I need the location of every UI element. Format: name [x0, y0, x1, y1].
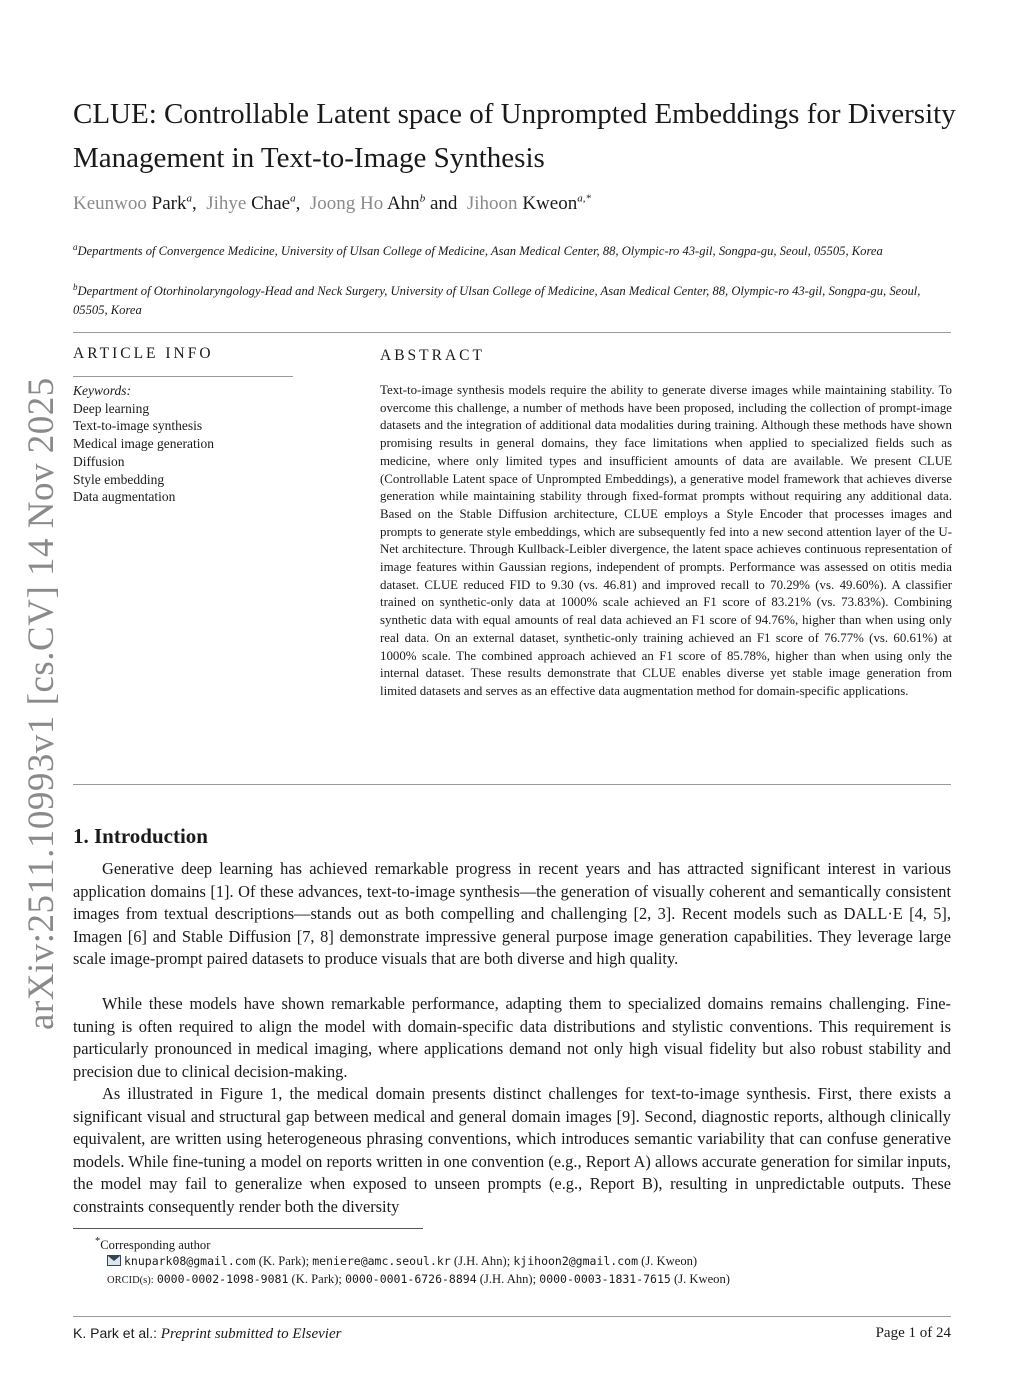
abstract-heading: ABSTRACT: [380, 347, 485, 364]
author: Joong Ho Ahn$^b$ and: [309, 193, 458, 215]
email-link[interactable]: kjihoon2@gmail.com: [513, 1254, 638, 1268]
paragraph: Generative deep learning has achieved remarkable progress in recent years and has attracted significant interest in various application domains [1]. Of these advances, text-to-image synthesis—the generation of visually coherent and semantically consistent images from textual descriptions—stands out as both compelling and challenging [2, 3]. Recent models such as DALL·E [4, 5], Imagen [6] and Stable Diffusion [7, 8] demonstrate impressive general purpose image generation capabilities. They leverage large scale image-prompt paired datasets to produce visuals that are both diverse and high quality.: [73, 859, 951, 969]
email-link[interactable]: meniere@amc.seoul.kr: [312, 1254, 451, 1268]
keyword: Diffusion: [73, 453, 125, 469]
keyword: Text-to-image synthesis: [73, 418, 203, 434]
footnote-emails: knupark08@gmail.com (K. Park); meniere@amc.seoul.kr (J.H. Ahn); kjihoon2@gmail.com (J. Kweon): [107, 1252, 697, 1270]
email-link[interactable]: knupark08@gmail.com: [124, 1254, 256, 1268]
section-heading: 1. Introduction: [73, 824, 208, 848]
footnote-orcids: ORCID(s): 0000-0002-1098-9081 (K. Park); 0000-0001-6726-8894 (J.H. Ahn); 0000-0003-1831-7615 (J. Kweon): [107, 1272, 730, 1286]
author-list: [73, 193, 591, 215]
affiliation-b: $^b$Department of Otorhinolaryngology-Head and Neck Surgery, University of Ulsan College of Medicine, Asan Medical Center, 88, Olympic-ro 43-gil, Songpa-gu, Seoul, 05505, Korea: [73, 282, 921, 318]
divider: [73, 332, 951, 333]
paper-title: CLUE: Controllable Latent space of Unprompted Embeddings for Diversity Management in Text-to-Image Synthesis: [73, 98, 956, 174]
divider: [73, 1316, 951, 1317]
envelope-icon: [107, 1255, 121, 1266]
affiliation-a: $^a$Departments of Convergence Medicine, University of Ulsan College of Medicine, Asan Medical Center, 88, Olympic-ro 43-gil, Songpa-gu, Seoul, 05505, Korea: [73, 242, 883, 259]
author: Jihye Chae$^a$,: [206, 193, 301, 215]
paragraph: While these models have shown remarkable performance, adapting them to specialized domains remains challenging. Fine-tuning is often required to align the model with domain-specific data distributions and stylistic conventions. This requirement is particularly pronounced in medical imaging, where applications demand not only high visual fidelity but also robust stability and precision due to clinical decision-making.: [73, 994, 951, 1081]
orcid-id[interactable]: 0000-0001-6726-8894: [345, 1272, 477, 1286]
orcid-id[interactable]: 0000-0002-1098-9081: [156, 1272, 289, 1286]
footnote-corresponding: *Corresponding author: [95, 1236, 211, 1253]
footnote-rule: [73, 1228, 423, 1229]
keyword: Style embedding: [73, 471, 165, 487]
divider: [73, 376, 293, 377]
keyword: Deep learning: [73, 400, 150, 416]
orcid-id[interactable]: 0000-0003-1831-7615: [539, 1272, 671, 1286]
page-number: Page 1 of 24: [875, 1325, 951, 1341]
keyword: Medical image generation: [73, 436, 214, 452]
keywords-block: [73, 382, 214, 506]
author: Jihoon Kweon$^{a,*}$: [466, 193, 591, 215]
divider: [73, 784, 951, 785]
keyword: Data augmentation: [73, 489, 176, 505]
author: Keunwoo Park$^a$,: [73, 193, 197, 215]
footer-left: K. Park et al.: Preprint submitted to Elsevier: [73, 1325, 342, 1342]
paragraph: As illustrated in Figure 1, the medical domain presents distinct challenges for text-to-image synthesis. First, there exists a significant visual and structural gap between medical and general domain images [9]. Second, diagnostic reports, although clinically equivalent, are written using heterogeneous phrasing conventions, which introduces semantic variability that can confuse generative models. While fine-tuning a model on reports written in one convention (e.g., Report A) allows accurate generation for similar inputs, the model may fail to generalize when exposed to unseen prompts (e.g., Report B), resulting in unpredictable outputs. These constraints consequently render both the diversity: [73, 1084, 951, 1216]
abstract-text: Text-to-image synthesis models require the ability to generate diverse images while maintaining stability. To overcome this challenge, a number of methods have been proposed, including the collection of prompt-image datasets and the integration of additional data modalities during training. Although these methods have shown promising results in general domains, they face limitations when applied to specialized fields such as medicine, where only limited types and insufficient amounts of data are available. We present CLUE (Controllable Latent space of Unprompted Embeddings), a generative model framework that achieves diverse generation while maintaining stability through fixed-format prompts without requiring any additional data. Based on the Stable Diffusion architecture, CLUE employs a Style Encoder that processes images and prompts to generate style embeddings, which are subsequently fed into a new second attention layer of the U-Net architecture. Through Kullback-Leibler divergence, the latent space achieves continuous representation of image features within Gaussian regions, independent of prompts. Performance was assessed on otitis media dataset. CLUE reduced FID to 9.30 (vs. 46.81) and improved recall to 70.29% (vs. 49.60%). A classifier trained on synthetic-only data at 1000% scale achieved an F1 score of 83.21% (vs. 73.83%). Combining synthetic data with equal amounts of real data achieved an F1 score of 94.76%, higher than when using only real data. On an external dataset, synthetic-only training achieved an F1 score of 76.77% (vs. 60.61%) at 1000% scale. The combined approach achieved an F1 score of 85.78%, higher than when using only the internal dataset. These results demonstrate that CLUE enables diverse yet stable image generation from limited datasets and serves as an effective data augmentation method for domain-specific applications.: [380, 383, 952, 698]
keywords-label: Keywords:: [73, 383, 131, 398]
article-info-heading: ARTICLE INFO: [73, 345, 214, 362]
arxiv-side-label: arXiv:2511.10993v1 [cs.CV] 14 Nov 2025: [21, 377, 62, 1030]
